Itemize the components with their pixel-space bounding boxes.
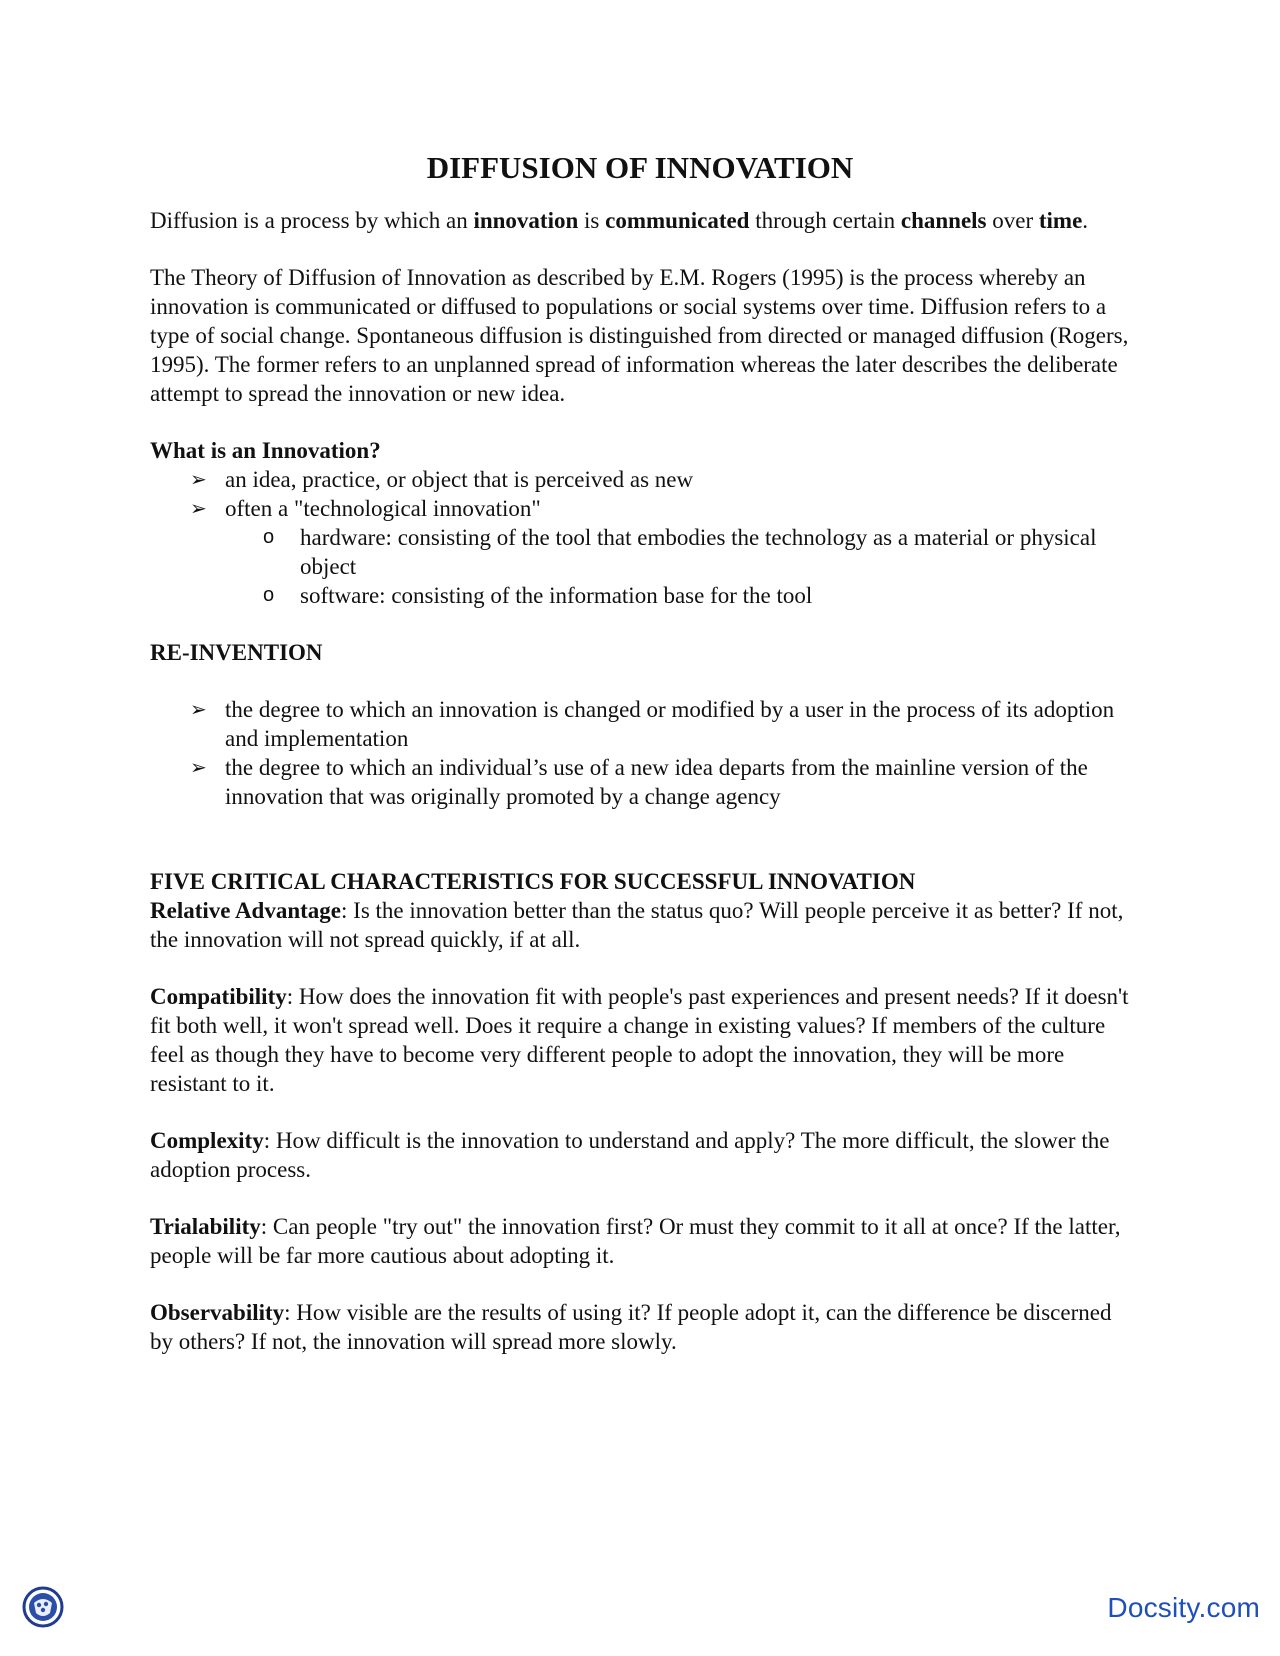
circle-bullet-icon: o (263, 584, 275, 606)
list-item (190, 494, 1130, 610)
arrow-bullet-icon: ➢ (190, 697, 207, 721)
intro-bold-innovation: innovation (473, 208, 579, 233)
intro-text-4: over (986, 208, 1039, 233)
sub-list-item-text: software: consisting of the information base for the tool (300, 583, 813, 608)
characteristic-complexity (150, 1126, 1130, 1184)
intro-text-5: . (1082, 208, 1089, 233)
reinvention-list (150, 695, 1130, 811)
intro-text-3: through certain (749, 208, 901, 233)
list-item (190, 695, 1130, 753)
arrow-bullet-icon: ➢ (190, 496, 207, 520)
characteristic-text: : How visible are the results of using it? If people adopt it, can the difference be discerned by others? If not, the innovation will spread more slowly. (150, 1300, 1112, 1354)
reinvention-heading: RE-INVENTION (150, 640, 323, 665)
list-item-text: the degree to which an innovation is changed or modified by a user in the process of its adoption and implementation (225, 697, 1115, 751)
intro-bold-communicated: communicated (605, 208, 750, 233)
list-item (190, 753, 1130, 811)
arrow-bullet-icon: ➢ (190, 755, 207, 779)
characteristic-trialability (150, 1212, 1130, 1270)
characteristic-term: Relative Advantage (150, 898, 342, 923)
what-is-list (150, 465, 1130, 610)
arrow-bullet-icon: ➢ (190, 467, 207, 491)
characteristic-term: Compatibility (150, 984, 287, 1009)
list-item-text: often a "technological innovation" (225, 496, 541, 521)
characteristic-observability (150, 1298, 1130, 1356)
docsity-brand-link[interactable]: Docsity.com (1107, 1592, 1260, 1623)
characteristic-relative-advantage (150, 896, 1130, 954)
what-is-heading: What is an Innovation? (150, 438, 381, 463)
spacer (150, 610, 1130, 638)
sub-list (225, 523, 1130, 610)
intro-paragraph (150, 206, 1130, 235)
document-title: DIFFUSION OF INNOVATION (426, 150, 854, 185)
document-page (150, 150, 1130, 1384)
docsity-logo-icon[interactable] (22, 1586, 64, 1628)
spacer (150, 811, 1130, 867)
characteristic-text: : Is the innovation better than the status quo? Will people perceive it as better? If not, the innovation will not spread quickly, if at all. (150, 898, 1124, 952)
circle-bullet-icon: o (263, 526, 275, 548)
list-item-text: an idea, practice, or object that is perceived as new (225, 467, 694, 492)
sub-list-item (263, 581, 1130, 610)
intro-text-1: Diffusion is a process by which an (150, 208, 474, 233)
characteristic-term: Observability (150, 1300, 285, 1325)
characteristic-text: : How does the innovation fit with people's past experiences and present needs? If it doesn't fit both well, it won't spread well. Does it require a change in existing values? If members of the culture feel as though they have to become very different people to adopt the innovation, they will be more resistant to it. (150, 984, 1129, 1096)
sub-list-item (263, 523, 1130, 581)
list-item (190, 465, 1130, 494)
characteristic-text: : Can people "try out" the innovation first? Or must they commit to it all at once? If the latter, people will be far more cautious about adopting it. (150, 1214, 1121, 1268)
characteristic-term: Complexity (150, 1128, 264, 1153)
intro-text-2: is (578, 208, 606, 233)
spacer (150, 667, 1130, 695)
theory-paragraph: The Theory of Diffusion of Innovation as described by E.M. Rogers (1995) is the process whereby an innovation is communicated or diffused to populations or social systems over time. Diffusion refers to a type of social change. Spontaneous diffusion is distinguished from directed or managed diffusion (Rogers, 1995). The former refers to an unplanned spread of information whereas the later describes the deliberate attempt to spread the innovation or new idea. (150, 265, 1129, 406)
five-characteristics-heading: FIVE CRITICAL CHARACTERISTICS FOR SUCCESSFUL INNOVATION (150, 869, 916, 894)
characteristic-compatibility (150, 982, 1130, 1098)
characteristic-text: : How difficult is the innovation to understand and apply? The more difficult, the slower the adoption process. (150, 1128, 1110, 1182)
intro-bold-channels: channels (900, 208, 987, 233)
sub-list-item-text: hardware: consisting of the tool that embodies the technology as a material or physical object (300, 525, 1097, 579)
characteristic-term: Trialability (150, 1214, 261, 1239)
intro-bold-time: time (1038, 208, 1083, 233)
list-item-text: the degree to which an individual’s use of a new idea departs from the mainline version of the innovation that was originally promoted by a change agency (225, 755, 1088, 809)
